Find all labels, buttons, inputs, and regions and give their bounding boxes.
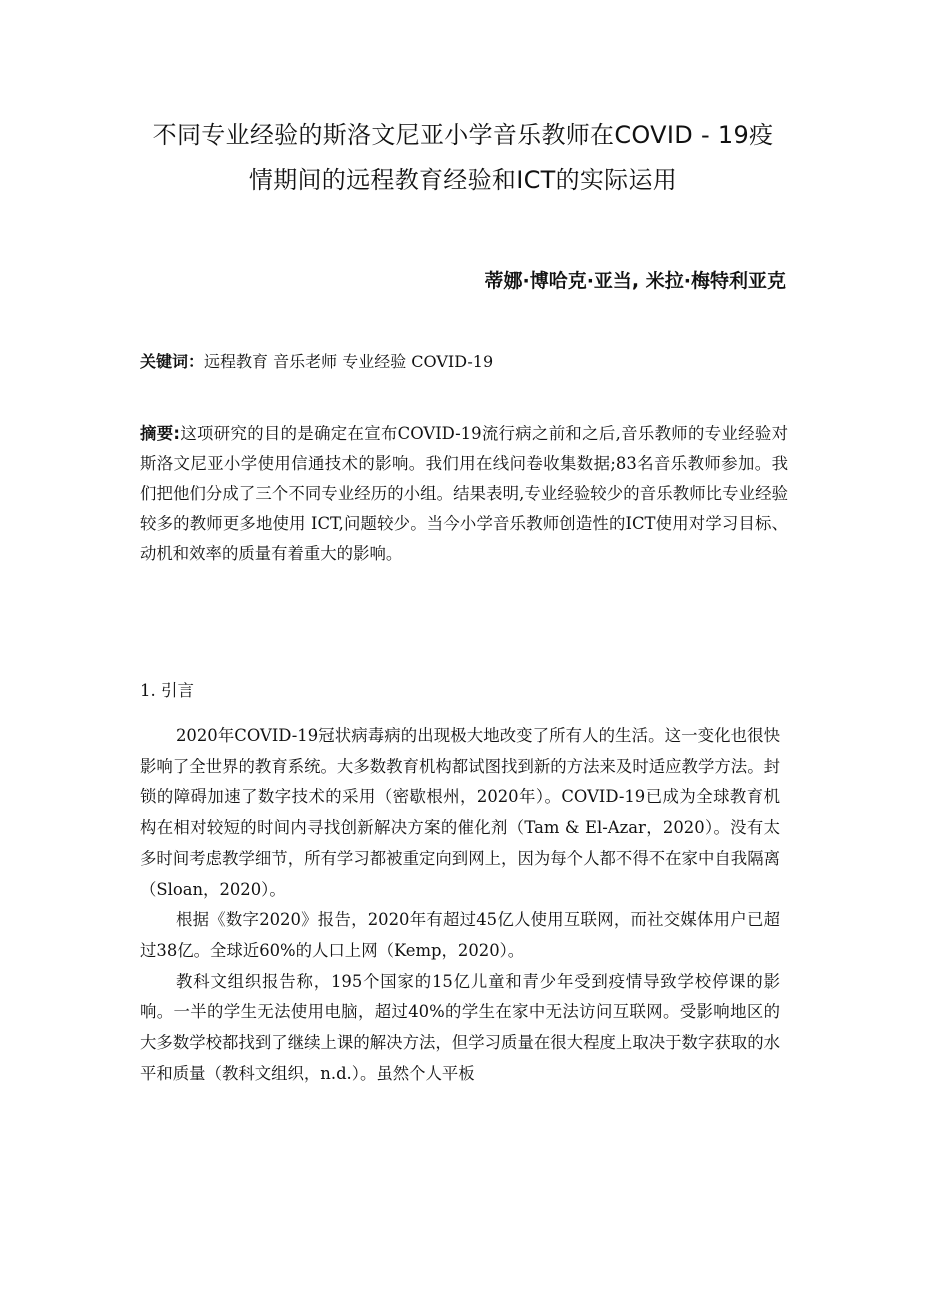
body-paragraph: 教科文组织报告称，195个国家的15亿儿童和青少年受到疫情导致学校停课的影响。一半的学生无法使用电脑，超过40%的学生在家中无法访问互联网。受影响地区的大多数学校都找到了继续上课的解决方法，但学习质量在很大程度上取决于数字获取的水平和质量（教科文组织，n.d.）。虽然个人平板	[140, 971, 780, 1083]
paper-title	[140, 113, 786, 203]
keywords-label: 关键词：	[140, 352, 205, 371]
body-paragraph: 根据《数字2020》报告，2020年有超过45亿人使用互联网，而社交媒体用户已超过38亿。全球近60%的人口上网（Kemp，2020）。	[140, 910, 780, 960]
section-body	[140, 721, 780, 1089]
author-list: 蒂娜·博哈克·亚当, 米拉·梅特利亚克	[484, 270, 786, 292]
title-line-1: 不同专业经验的斯洛文尼亚小学音乐教师在COVID - 19疫	[152, 121, 774, 149]
abstract	[140, 419, 788, 569]
section-heading-introduction: 1. 引言	[140, 681, 194, 700]
abstract-label: 摘要:	[140, 424, 180, 443]
title-line-2: 情期间的远程教育经验和ICT的实际运用	[248, 166, 678, 194]
keywords-text: 远程教育 音乐老师 专业经验 COVID-19	[204, 352, 494, 371]
keywords	[140, 350, 493, 374]
abstract-text: 这项研究的目的是确定在宣布COVID-19流行病之前和之后,音乐教师的专业经验对斯洛文尼亚小学使用信通技术的影响。我们用在线问卷收集数据;83名音乐教师参加。我们把他们分成了三个不同专业经历的小组。结果表明,专业经验较少的音乐教师比专业经验较多的教师更多地使用 ICT,问题较少。当今小学音乐教师创造性的ICT使用对学习目标、动机和效率的质量有着重大的影响。	[140, 424, 788, 563]
body-paragraph: 2020年COVID-19冠状病毒病的出现极大地改变了所有人的生活。这一变化也很快影响了全世界的教育系统。大多数教育机构都试图找到新的方法来及时适应教学方法。封锁的障碍加速了数字技术的采用（密歇根州，2020年）。COVID-19已成为全球教育机构在相对较短的时间内寻找创新解决方案的催化剂（Tam & El-Azar，2020）。没有太多时间考虑教学细节，所有学习都被重定向到网上，因为每个人都不得不在家中自我隔离（Sloan，2020）。	[140, 726, 780, 899]
